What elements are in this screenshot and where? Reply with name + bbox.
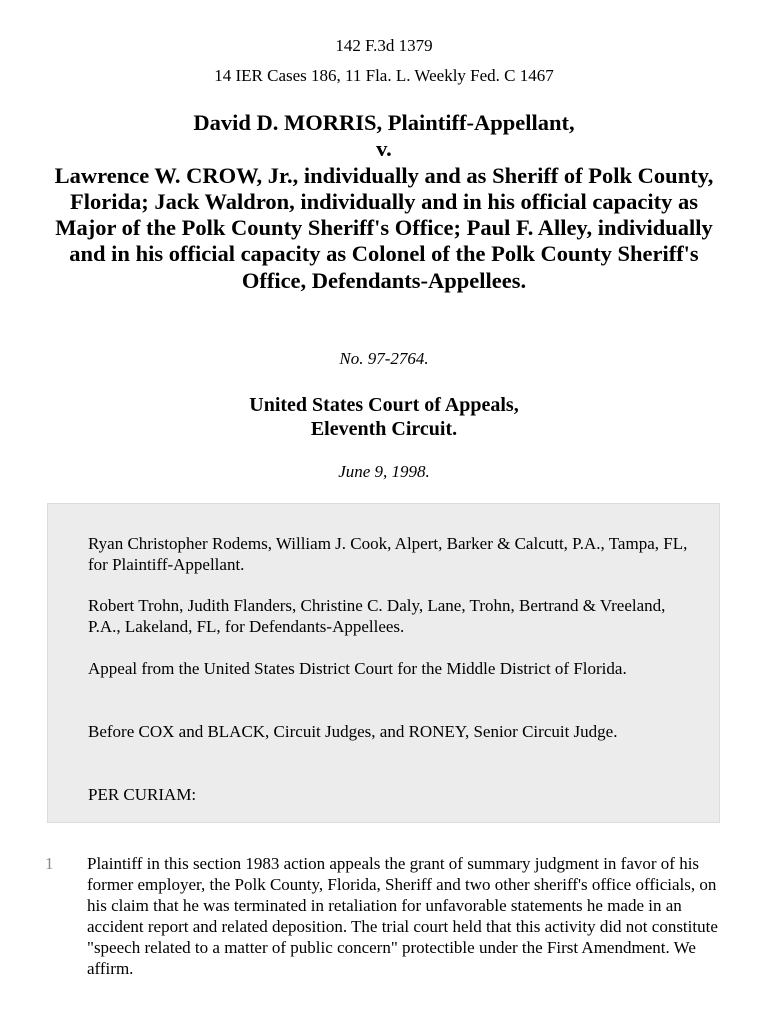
defendants-block: Lawrence W. CROW, Jr., individually and as Sheriff of Polk County, Florida; Jack Waldron, individually and in his official capacity as Major of the Polk County Sheriff's Office; Paul F. Alley, individually and in his official capacity as Colonel of the Polk County Sheriff's Office, Defendants-Appellees. [54,162,714,293]
header-info-box [47,503,720,823]
plaintiff-line: David D. MORRIS, Plaintiff-Appellant, [193,110,575,135]
court-title: United States Court of Appeals, [249,394,519,416]
per-curiam: PER CURIAM: [88,785,197,804]
panel-judges: Before COX and BLACK, Circuit Judges, and RONEY, Senior Circuit Judge. [88,722,618,741]
opinion-paragraph: Plaintiff in this section 1983 action appeals the grant of summary judgment in favor of his former employer, the Polk County, Florida, Sheriff and two other sheriff's office officials, on his claim that he was terminated in retaliation for unfavorable statements he made in an accident report and related deposition. The trial court held that this activity did not constitute "speech related to a matter of public concern" protectible under the First Amendment. We affirm. [87,854,718,978]
court-name [0,393,768,441]
counsel-appellees: Robert Trohn, Judith Flanders, Christine C. Daly, Lane, Trohn, Bertrand & Vreeland, P.A., Lakeland, FL, for Defendants-Appellees. [88,596,666,636]
docket-number: No. 97-2764. [339,349,429,368]
decision-date: June 9, 1998. [338,462,430,481]
reporter-citation: 142 F.3d 1379 [335,36,433,55]
versus-line: v. [376,136,392,162]
appeal-from: Appeal from the United States District Court for the Middle District of Florida. [88,659,627,678]
parallel-citations: 14 IER Cases 186, 11 Fla. L. Weekly Fed. C 1467 [214,66,554,85]
case-caption [40,110,728,294]
counsel-appellant: Ryan Christopher Rodems, William J. Cook, Alpert, Barker & Calcutt, P.A., Tampa, FL, for Plaintiff-Appellant. [88,534,688,574]
paragraph-number: 1 [45,854,54,873]
court-circuit: Eleventh Circuit. [310,418,458,440]
